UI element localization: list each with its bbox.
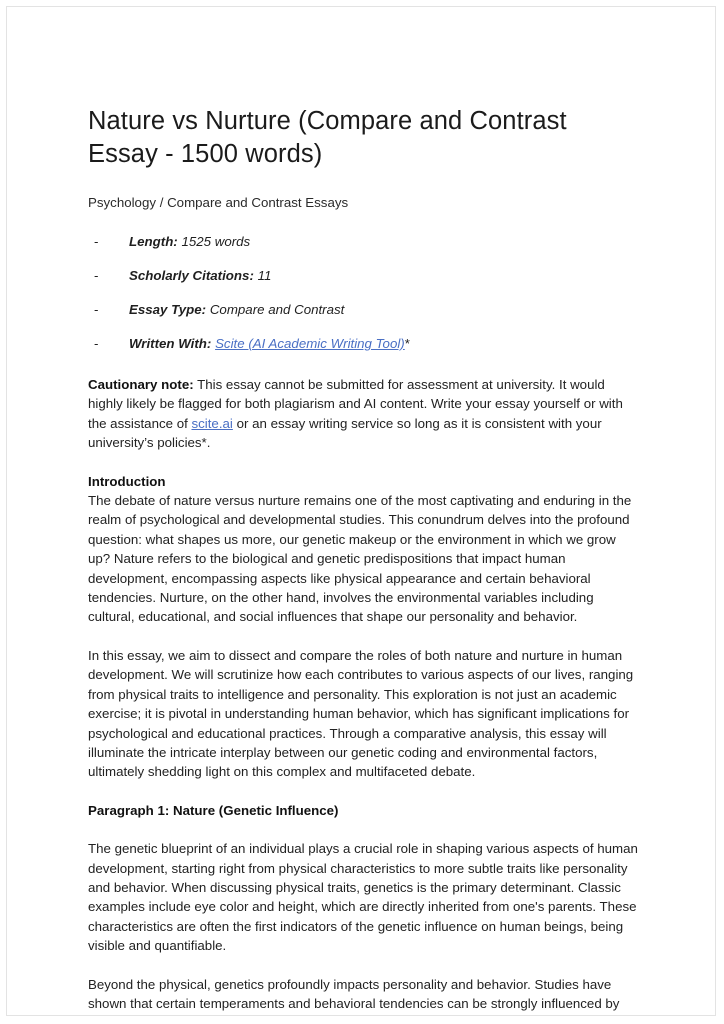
footnote-asterisk: * [404,336,410,351]
bullet-dash-icon: - [94,336,99,351]
cautionary-note-lead: Cautionary note: [88,377,194,392]
metadata-label-essay-type: Essay Type: [129,302,207,317]
section-heading-introduction: Introduction [88,473,166,489]
bullet-dash-icon: - [94,302,99,317]
document-content [88,105,640,1013]
metadata-value-length: 1525 words [181,234,251,249]
metadata-label-length: Length: [129,234,178,249]
cautionary-note-text-before: This essay cannot be submitted for assessment at university. It would highly likely be flagged for both plagiarism and AI content. Write your essay yourself or with the assistance of [88,377,623,431]
bullet-dash-icon: - [94,268,99,283]
cautionary-note-text-after: or an essay writing service so long as it is consistent with your university’s policies*. [88,415,602,451]
metadata-label-written-with: Written With: [129,336,212,351]
list-item [88,266,640,285]
metadata-label-citations: Scholarly Citations: [129,268,254,283]
list-item [88,300,640,319]
cautionary-note [88,375,640,453]
paragraph-nature-2: Beyond the physical, genetics profoundly impacts personality and behavior. Studies have shown that certain temperaments and behavioral tendencies can be strongly influenced by [88,976,620,1011]
essay-metadata-list [88,232,640,353]
bullet-dash-icon: - [94,234,99,249]
document-page [6,6,716,1016]
list-item [88,334,640,353]
metadata-value-citations: 11 [257,268,272,283]
scite-tool-link[interactable]: Scite (AI Academic Writing Tool) [215,336,405,351]
paragraph-introduction-1: The debate of nature versus nurture remains one of the most captivating and enduring in the realm of psychological and developmental studies. This conundrum delves into the profound question: what shapes us more, our genetic makeup or the environment in which we grow up? Nature refers to the biological and genetic predispositions that impact human development, encompassing aspects like physical appearance and certain behavioral tendencies. Nurture, on the other hand, involves the environmental variables including cultural, educational, and social influences that shape our personality and behavior. [88,493,632,625]
scite-ai-link[interactable]: scite.ai [191,415,233,431]
page-title: Nature vs Nurture (Compare and Contrast Essay - 1500 words) [88,107,567,168]
list-item [88,232,640,251]
breadcrumb: Psychology / Compare and Contrast Essays [88,195,349,210]
metadata-value-essay-type: Compare and Contrast [209,302,345,317]
paragraph-introduction-2: In this essay, we aim to dissect and compare the roles of both nature and nurture in human development. We will scrutinize how each contributes to various aspects of our lives, ranging from physical traits to intelligence and personality. This exploration is not just an academic exercise; it is pivotal in understanding human behavior, which has significant implications for psychological and educational practices. Through a comparative analysis, this essay will illuminate the intricate interplay between our genetic coding and environmental factors, ultimately shedding light on this complex and multifaceted debate. [88,647,634,780]
paragraph-nature-1: The genetic blueprint of an individual plays a crucial role in shaping various aspects of human development, starting right from physical characteristics to more subtle traits like personality and behavior. When discussing physical traits, genetics is the primary determinant. Classic examples include eye color and height, which are directly inherited from one's parents. These characteristics are often the first indicators of the genetic influence on human beings, being visible and quantifiable. [88,841,638,954]
section-heading-paragraph-1: Paragraph 1: Nature (Genetic Influence) [88,802,339,818]
